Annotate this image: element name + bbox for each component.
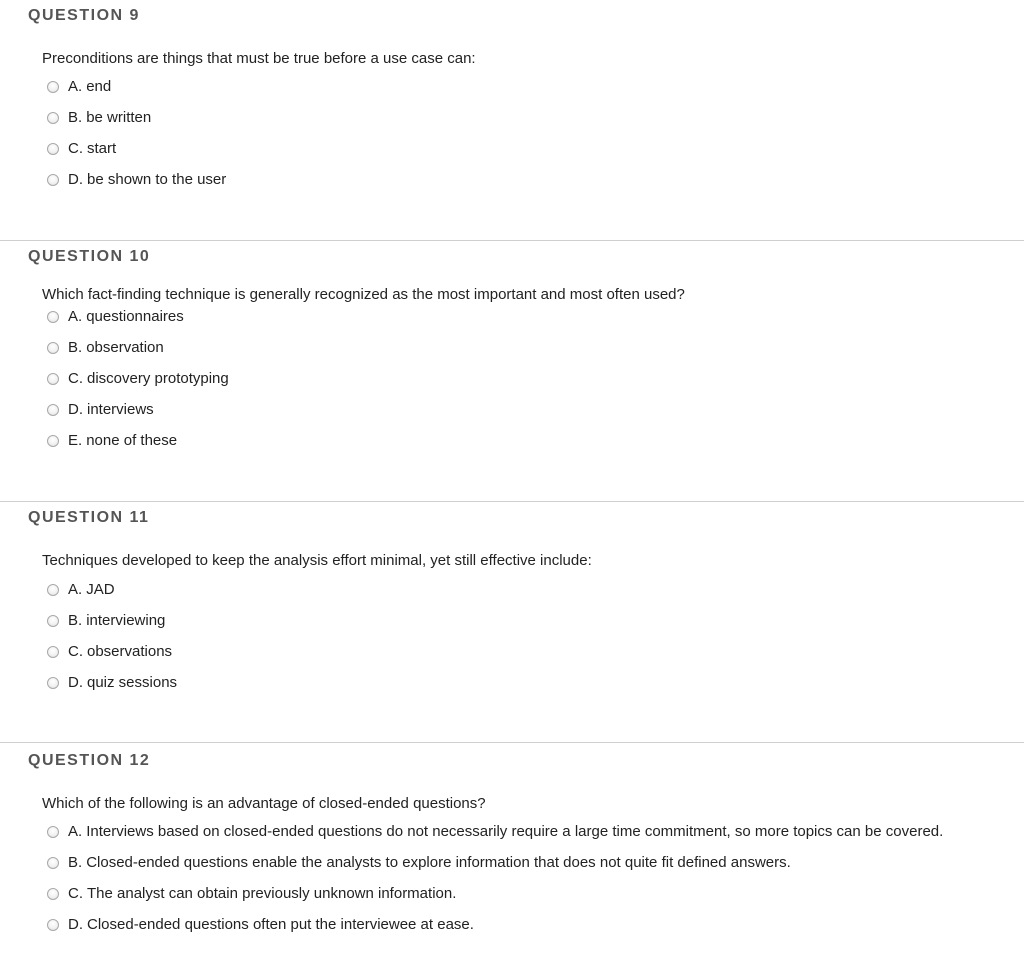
option-letter: A. <box>68 308 83 325</box>
option-letter: D. <box>68 916 83 933</box>
option-letter: C. <box>68 643 83 660</box>
radio-button[interactable] <box>47 373 59 385</box>
option-text: observation <box>86 339 164 356</box>
question-12-text: Which of the following is an advantage of closed-ended questions? <box>42 795 486 812</box>
option-text: Closed-ended questions enable the analysts to explore information that does not quite fit defined answers. <box>86 854 791 871</box>
option-letter: A. <box>68 581 83 598</box>
option-letter: D. <box>68 401 83 418</box>
radio-button[interactable] <box>47 143 59 155</box>
question-10-option-d[interactable] <box>47 400 154 420</box>
question-12-option-b[interactable] <box>47 853 791 873</box>
radio-button[interactable] <box>47 435 59 447</box>
radio-button[interactable] <box>47 342 59 354</box>
option-letter: A. <box>68 78 83 95</box>
radio-button[interactable] <box>47 311 59 323</box>
option-text: quiz sessions <box>87 674 178 691</box>
option-text: none of these <box>86 432 178 449</box>
radio-button[interactable] <box>47 677 59 689</box>
section-divider <box>0 240 1024 241</box>
option-text: start <box>87 140 117 157</box>
question-10-title: QUESTION 10 <box>28 248 151 265</box>
option-letter: B. <box>68 339 83 356</box>
question-10-option-e[interactable] <box>47 431 177 451</box>
option-letter: E. <box>68 432 83 449</box>
option-text: Closed-ended questions often put the interviewee at ease. <box>87 916 474 933</box>
question-9-text: Preconditions are things that must be true before a use case can: <box>42 50 476 67</box>
radio-button[interactable] <box>47 888 59 900</box>
option-letter: D. <box>68 674 83 691</box>
option-text: interviews <box>87 401 154 418</box>
question-9-title: QUESTION 9 <box>28 7 140 24</box>
radio-button[interactable] <box>47 404 59 416</box>
radio-button[interactable] <box>47 857 59 869</box>
question-9-option-b[interactable] <box>47 108 151 128</box>
option-text: questionnaires <box>86 308 184 325</box>
option-letter: B. <box>68 854 83 871</box>
option-letter: D. <box>68 171 83 188</box>
question-12-title: QUESTION 12 <box>28 752 151 769</box>
question-11-option-c[interactable] <box>47 642 172 662</box>
option-text: The analyst can obtain previously unknown information. <box>87 885 457 902</box>
question-9-option-c[interactable] <box>47 139 116 159</box>
radio-button[interactable] <box>47 174 59 186</box>
question-11-title: QUESTION 11 <box>28 509 150 526</box>
radio-button[interactable] <box>47 584 59 596</box>
question-10-option-c[interactable] <box>47 369 229 389</box>
option-letter: B. <box>68 612 83 629</box>
option-text: discovery prototyping <box>87 370 229 387</box>
option-text: be shown to the user <box>87 171 227 188</box>
option-letter: A. <box>68 823 83 840</box>
question-9-option-a[interactable] <box>47 77 111 97</box>
option-text: be written <box>86 109 152 126</box>
section-divider <box>0 742 1024 743</box>
option-letter: C. <box>68 885 83 902</box>
question-12-option-a[interactable] <box>47 822 943 842</box>
question-11-option-d[interactable] <box>47 673 177 693</box>
question-11-option-b[interactable] <box>47 611 165 631</box>
question-11-text: Techniques developed to keep the analysis effort minimal, yet still effective include: <box>42 552 592 569</box>
option-text: end <box>86 78 112 95</box>
option-text: Interviews based on closed-ended questions do not necessarily require a large time commitment, so more topics can be covered. <box>86 823 944 840</box>
question-10-option-b[interactable] <box>47 338 164 358</box>
radio-button[interactable] <box>47 826 59 838</box>
radio-button[interactable] <box>47 615 59 627</box>
radio-button[interactable] <box>47 112 59 124</box>
option-text: interviewing <box>86 612 166 629</box>
question-12-option-d[interactable] <box>47 915 474 935</box>
question-12-option-c[interactable] <box>47 884 456 904</box>
radio-button[interactable] <box>47 919 59 931</box>
question-10-option-a[interactable] <box>47 307 184 327</box>
option-letter: C. <box>68 140 83 157</box>
section-divider <box>0 501 1024 502</box>
option-text: observations <box>87 643 173 660</box>
question-11-option-a[interactable] <box>47 580 115 600</box>
question-9-option-d[interactable] <box>47 170 226 190</box>
radio-button[interactable] <box>47 646 59 658</box>
radio-button[interactable] <box>47 81 59 93</box>
option-letter: C. <box>68 370 83 387</box>
option-letter: B. <box>68 109 83 126</box>
option-text: JAD <box>86 581 115 598</box>
question-10-text: Which fact-finding technique is generally recognized as the most important and most often used? <box>42 286 685 303</box>
